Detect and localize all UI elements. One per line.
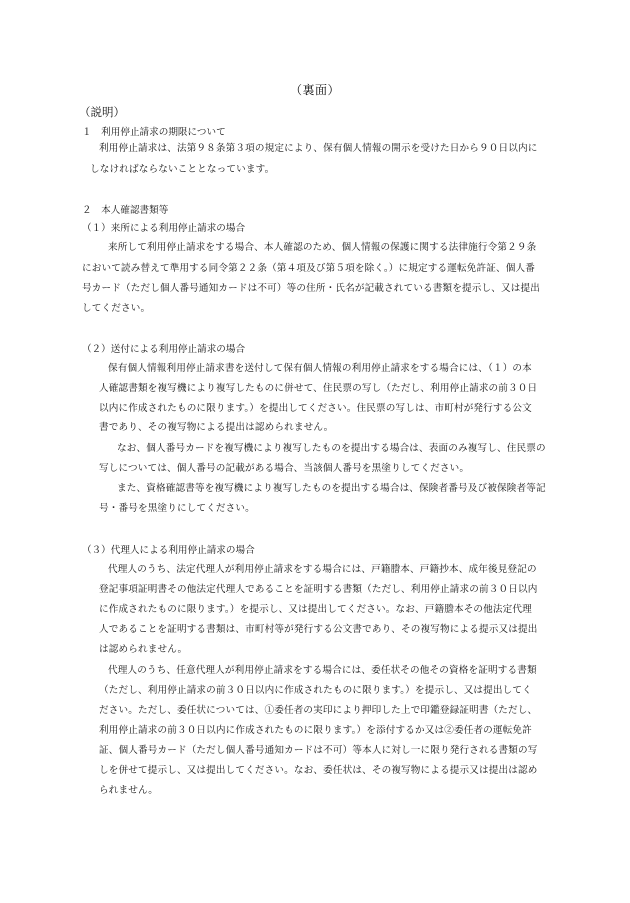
section-2-heading: ２ 本人確認書類等 [82,205,169,216]
paragraph-line: 号カード（ただし個人番号通知カードは不可）等の住所・氏名が記載されている書類を提示し、又は提出 [82,283,540,294]
paragraph-line: られません。 [99,785,159,796]
paragraph-line: （ただし、利用停止請求の前３０日以内に作成されたものに限ります。）を提示し、又は提出してく [99,685,532,696]
subsection-2-heading: （２）送付による利用停止請求の場合 [82,344,246,355]
paragraph-line: 証、個人番号カード（ただし個人番号通知カードは不可）等本人に対し一に限り発行される書類の写 [99,745,538,756]
paragraph-line: に作成されたものに限ります。）を提示し、又は提出してください。なお、戸籍謄本その他法定代理 [99,604,532,615]
paragraph-line: 写しについては、個人番号の記載がある場合、当該個人番号を黒塗りしてください。 [99,463,470,474]
paragraph-line: また、資格確認書等を複写機により複写したものを提出する場合は、保険者番号及び被保険者等記 [117,483,546,494]
paragraph-line: 保有個人情報利用停止請求書を送付して保有個人情報の利用停止請求をする場合には、（１）の本 [108,363,532,374]
paragraph-line: 登記事項証明書その他法定代理人であることを証明する書類（ただし、利用停止請求の前３０日以内 [99,584,538,595]
paragraph-line: 号・番号を黒塗りにしてください。 [99,503,255,514]
paragraph-line: なお、個人番号カードを複写機により複写したものを提出する場合は、表面のみ複写し、住民票の [117,443,546,454]
paragraph-line: は認められません。 [99,644,188,655]
paragraph-line: 代理人のうち、法定代理人が利用停止請求をする場合には、戸籍謄本、戸籍抄本、成年後見登記の [108,564,537,575]
section-1-heading: １ 利用停止請求の期限について [82,127,226,138]
subsection-3-heading: （３）代理人による利用停止請求の場合 [82,545,255,556]
explanation-heading: （説明） [79,105,125,119]
paragraph-line: 以内に作成されたものに限ります。）を提出してください。住民票の写しは、市町村が発行する公文 [99,403,532,414]
paragraph-line: 利用停止請求の前３０日以内に作成されたものに限ります。）を添付するか又は②委任者の運転免許 [99,725,532,736]
subsection-1-heading: （１）来所による利用停止請求の場合 [82,223,246,234]
paragraph-line: において読み替えて準用する同令第２２条（第４項及び第５項を除く。）に規定する運転免許証、個人番 [82,263,535,274]
paragraph-line: 来所して利用停止請求をする場合、本人確認のため、個人情報の保護に関する法律施行令第２９条 [108,242,537,253]
paragraph-line: 人確認書類を複写機により複写したものに併せて、住民票の写し（ただし、利用停止請求の前３０日 [99,383,538,394]
paragraph-line: 人であることを証明する書類は、市町村等が発行する公文書であり、その複写物による提示又は提出 [99,624,538,635]
paragraph-line: してください。 [82,303,151,314]
paragraph-line: ださい。ただし、委任状については、①委任者の実印により押印した上で印鑑登録証明書（ただし、 [99,705,538,716]
paragraph-line: しを併せて提示し、又は提出してください。なお、委任状は、その複写物による提示又は提出は認め [99,765,538,776]
paragraph-line: 利用停止請求は、法第９８条第３項の規定により、保有個人情報の開示を受けた日から９０日以内に [99,143,538,154]
page-title: （裏面） [289,83,340,97]
paragraph-line: しなければならないこととなっています。 [90,164,275,175]
paragraph-line: 書であり、その複写物による提出は認められません。 [99,422,334,433]
paragraph-line: 代理人のうち、任意代理人が利用停止請求をする場合には、委任状その他その資格を証明する書類 [108,665,537,676]
